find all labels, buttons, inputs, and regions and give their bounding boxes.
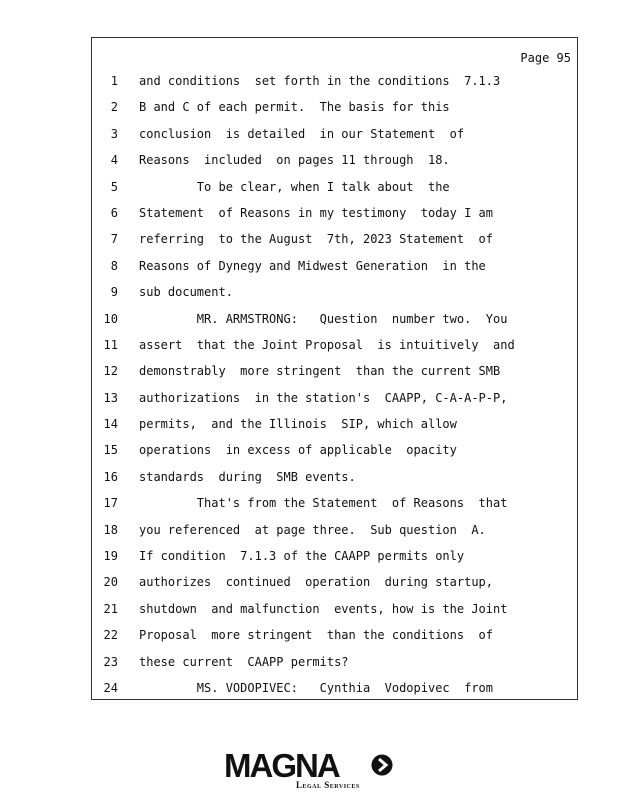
transcript-line [92, 655, 577, 681]
transcript-line [92, 153, 577, 179]
line-text: authorizes continued operation during startup, [139, 575, 494, 590]
line-number: 6 [110, 205, 118, 220]
transcript-line [92, 549, 577, 575]
transcript-line [92, 206, 577, 232]
transcript-line [92, 575, 577, 601]
transcript-line [92, 74, 577, 100]
line-text: authorizations in the station's CAAPP, C-A-A-P-P, [139, 390, 508, 405]
line-text: B and C of each permit. The basis for this [139, 100, 450, 115]
line-text: That's from the Statement of Reasons that [139, 496, 508, 511]
line-text: you referenced at page three. Sub question A. [139, 522, 486, 537]
line-number: 10 [103, 311, 118, 326]
line-number: 13 [103, 390, 118, 405]
page-number: Page 95 [520, 51, 571, 65]
line-text: shutdown and malfunction events, how is the Joint [139, 601, 508, 616]
line-text: and conditions set forth in the conditions 7.1.3 [139, 74, 501, 88]
line-number: 20 [103, 575, 118, 590]
transcript-line [92, 364, 577, 390]
line-number: 21 [103, 601, 118, 616]
transcript-line [92, 628, 577, 654]
line-text: referring to the August 7th, 2023 Statement of [139, 232, 494, 247]
transcript-line [92, 285, 577, 311]
line-text: these current CAAPP permits? [139, 654, 349, 669]
logo-subtitle: Legal Services [296, 780, 360, 790]
transcript-line [92, 417, 577, 443]
line-text: demonstrably more stringent than the current SMB [139, 364, 501, 379]
line-text: conclusion is detailed in our Statement of [139, 126, 465, 141]
transcript-line [92, 391, 577, 417]
line-number: 24 [103, 680, 118, 695]
transcript-line [92, 232, 577, 258]
line-text: To be clear, when I talk about the [139, 179, 450, 194]
transcript-lines [92, 74, 577, 707]
line-number: 15 [103, 443, 118, 458]
line-text: standards during SMB events. [139, 469, 356, 484]
line-text: If condition 7.1.3 of the CAAPP permits only [139, 549, 465, 564]
transcript-line [92, 470, 577, 496]
transcript-line [92, 338, 577, 364]
line-text: Reasons included on pages 11 through 18. [139, 153, 450, 168]
line-number: 17 [103, 496, 118, 511]
line-number: 2 [110, 100, 118, 115]
transcript-line [92, 443, 577, 469]
line-number: 19 [103, 549, 118, 564]
line-number: 12 [103, 364, 118, 379]
transcript-line [92, 681, 577, 707]
transcript-line [92, 496, 577, 522]
line-number: 3 [110, 126, 118, 141]
line-number: 23 [103, 654, 118, 669]
line-number: 9 [110, 285, 118, 300]
line-number: 4 [110, 153, 118, 168]
transcript-line [92, 127, 577, 153]
line-number: 14 [103, 417, 118, 432]
line-text: Proposal more stringent than the conditions of [139, 628, 494, 643]
line-text: Statement of Reasons in my testimony today I am [139, 205, 494, 220]
line-number: 5 [110, 179, 118, 194]
line-text: sub document. [139, 285, 233, 300]
logo-wordmark: MAGNA [224, 747, 339, 784]
line-number: 7 [110, 232, 118, 247]
transcript-line [92, 523, 577, 549]
magna-logo [224, 748, 394, 792]
line-number: 18 [103, 522, 118, 537]
line-text: permits, and the Illinois SIP, which allow [139, 417, 457, 432]
line-number: 11 [103, 337, 118, 352]
line-number: 22 [103, 628, 118, 643]
chevron-right-circle-icon [371, 754, 393, 776]
line-text: operations in excess of applicable opacity [139, 443, 457, 458]
transcript-line [92, 312, 577, 338]
line-text: MR. ARMSTRONG: Question number two. You [139, 311, 508, 326]
line-text: assert that the Joint Proposal is intuitively and [139, 337, 515, 352]
line-number: 8 [110, 258, 118, 273]
transcript-line [92, 100, 577, 126]
transcript-line [92, 180, 577, 206]
line-number: 16 [103, 469, 118, 484]
line-text: MS. VODOPIVEC: Cynthia Vodopivec from [139, 680, 494, 695]
line-text: Reasons of Dynegy and Midwest Generation in the [139, 258, 486, 273]
transcript-line [92, 602, 577, 628]
transcript-line [92, 259, 577, 285]
transcript-page [91, 37, 578, 700]
line-number: 1 [110, 74, 118, 88]
